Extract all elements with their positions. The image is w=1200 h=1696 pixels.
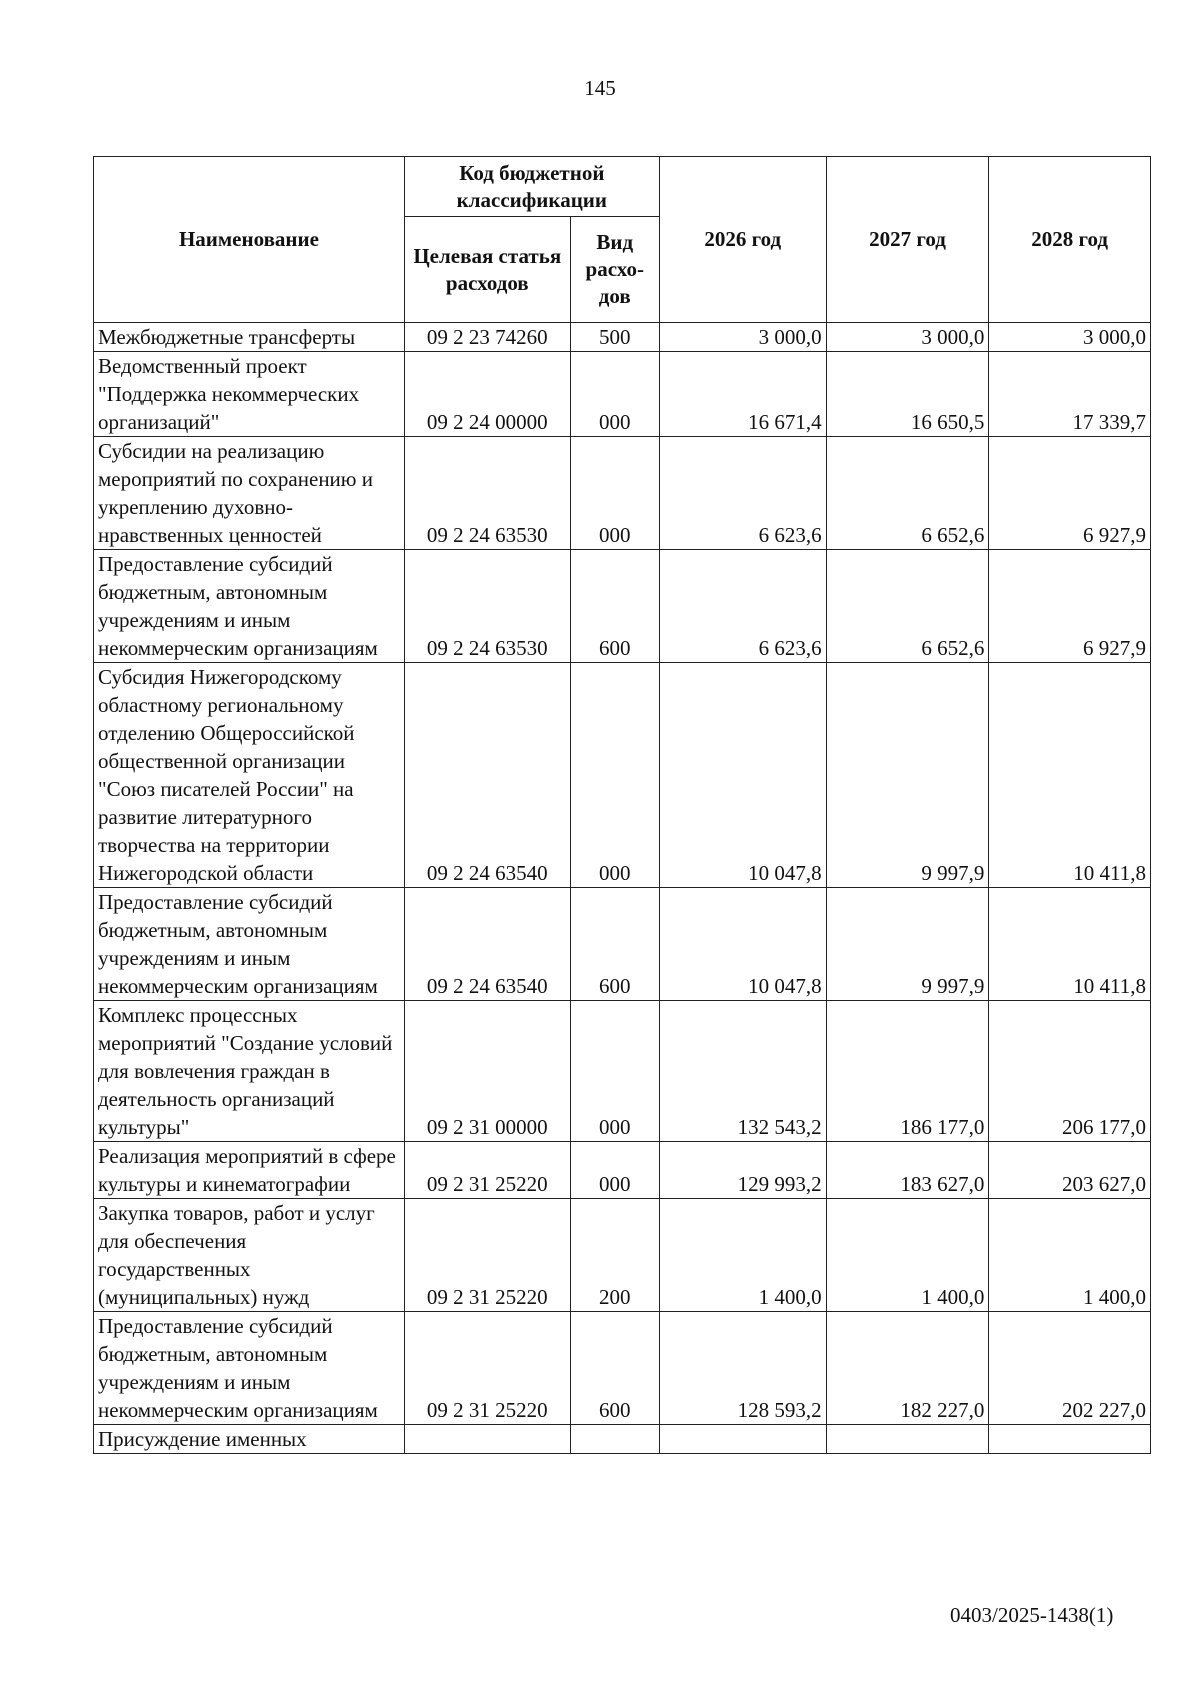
row-2028-value: 203 627,0 (989, 1142, 1151, 1199)
row-2026-value: 129 993,2 (659, 1142, 826, 1199)
row-2027-value (826, 1425, 989, 1454)
row-expense-type: 000 (570, 352, 659, 437)
row-expense-type: 000 (570, 663, 659, 888)
row-expense-type: 600 (570, 550, 659, 663)
row-2027-value: 6 652,6 (826, 550, 989, 663)
header-2026: 2026 год (659, 157, 826, 323)
row-2028-value: 10 411,8 (989, 663, 1151, 888)
row-2027-value: 6 652,6 (826, 437, 989, 550)
page-number: 145 (584, 76, 616, 100)
table-row (94, 1199, 1151, 1312)
row-expense-type: 200 (570, 1199, 659, 1312)
row-2026-value: 10 047,8 (659, 888, 826, 1001)
row-2028-value: 10 411,8 (989, 888, 1151, 1001)
row-target-code: 09 2 24 63530 (404, 550, 570, 663)
row-2026-value (659, 1425, 826, 1454)
row-name: Субсидии на реализацию мероприятий по сохранению и укреплению духовно-нравственных ценностей (94, 437, 405, 550)
row-target-code (404, 1425, 570, 1454)
table-body (94, 323, 1151, 1454)
row-name: Предоставление субсидий бюджетным, автономным учреждениям и иным некоммерческим организациям (94, 1312, 405, 1425)
table-row-partial (94, 1425, 1151, 1454)
table-row (94, 1142, 1151, 1199)
row-name: Реализация мероприятий в сфере культуры и кинематографии (94, 1142, 405, 1199)
table-row (94, 323, 1151, 352)
row-2027-value: 3 000,0 (826, 323, 989, 352)
row-2027-value: 182 227,0 (826, 1312, 989, 1425)
table-row (94, 550, 1151, 663)
row-name: Ведомственный проект "Поддержка некоммерческих организаций" (94, 352, 405, 437)
header-2028: 2028 год (989, 157, 1151, 323)
row-2027-value: 9 997,9 (826, 888, 989, 1001)
row-2028-value: 6 927,9 (989, 437, 1151, 550)
row-name: Межбюджетные трансферты (94, 323, 405, 352)
row-target-code: 09 2 24 63540 (404, 888, 570, 1001)
row-2026-value: 10 047,8 (659, 663, 826, 888)
header-name: Наименование (94, 157, 405, 323)
row-2026-value: 16 671,4 (659, 352, 826, 437)
row-2026-value: 6 623,6 (659, 550, 826, 663)
row-expense-type: 600 (570, 1312, 659, 1425)
row-2028-value: 202 227,0 (989, 1312, 1151, 1425)
row-expense-type: 000 (570, 437, 659, 550)
row-2027-value: 186 177,0 (826, 1001, 989, 1142)
row-target-code: 09 2 24 00000 (404, 352, 570, 437)
row-name: Присуждение именных (94, 1425, 405, 1454)
header-code-group: Код бюджетной классификации (404, 157, 659, 217)
row-2026-value: 3 000,0 (659, 323, 826, 352)
table-row (94, 437, 1151, 550)
row-target-code: 09 2 31 25220 (404, 1312, 570, 1425)
row-expense-type: 000 (570, 1001, 659, 1142)
row-target-code: 09 2 24 63540 (404, 663, 570, 888)
row-2027-value: 16 650,5 (826, 352, 989, 437)
row-expense-type: 500 (570, 323, 659, 352)
header-2027: 2027 год (826, 157, 989, 323)
row-target-code: 09 2 23 74260 (404, 323, 570, 352)
table-row (94, 663, 1151, 888)
row-target-code: 09 2 31 25220 (404, 1142, 570, 1199)
row-2028-value: 206 177,0 (989, 1001, 1151, 1142)
row-name: Предоставление субсидий бюджетным, автономным учреждениям и иным некоммерческим организациям (94, 550, 405, 663)
row-2027-value: 183 627,0 (826, 1142, 989, 1199)
header-target-article: Целевая статья расходов (404, 217, 570, 323)
row-name: Субсидия Нижегородскому областному региональному отделению Общероссийской общественной организации "Союз писателей России" на развитие литературного творчества на территории Нижегородской области (94, 663, 405, 888)
row-expense-type: 600 (570, 888, 659, 1001)
budget-table (93, 156, 1151, 1454)
table-header (94, 157, 1151, 323)
table-row (94, 352, 1151, 437)
row-2027-value: 1 400,0 (826, 1199, 989, 1312)
row-expense-type (570, 1425, 659, 1454)
table-row (94, 1312, 1151, 1425)
row-name: Предоставление субсидий бюджетным, автономным учреждениям и иным некоммерческим организациям (94, 888, 405, 1001)
row-2026-value: 132 543,2 (659, 1001, 826, 1142)
row-2028-value: 1 400,0 (989, 1199, 1151, 1312)
row-2028-value: 6 927,9 (989, 550, 1151, 663)
row-expense-type: 000 (570, 1142, 659, 1199)
row-name: Закупка товаров, работ и услуг для обеспечения государственных (муниципальных) нужд (94, 1199, 405, 1312)
row-2028-value: 3 000,0 (989, 323, 1151, 352)
row-name: Комплекс процессных мероприятий "Создание условий для вовлечения граждан в деятельность организаций культуры" (94, 1001, 405, 1142)
row-target-code: 09 2 24 63530 (404, 437, 570, 550)
header-expense-type: Вид расхо-дов (570, 217, 659, 323)
row-2026-value: 128 593,2 (659, 1312, 826, 1425)
row-2026-value: 1 400,0 (659, 1199, 826, 1312)
row-target-code: 09 2 31 00000 (404, 1001, 570, 1142)
row-2028-value: 17 339,7 (989, 352, 1151, 437)
document-id: 0403/2025-1438(1) (950, 1603, 1114, 1627)
table-row (94, 888, 1151, 1001)
row-2028-value (989, 1425, 1151, 1454)
row-target-code: 09 2 31 25220 (404, 1199, 570, 1312)
table-row (94, 1001, 1151, 1142)
row-2026-value: 6 623,6 (659, 437, 826, 550)
row-2027-value: 9 997,9 (826, 663, 989, 888)
